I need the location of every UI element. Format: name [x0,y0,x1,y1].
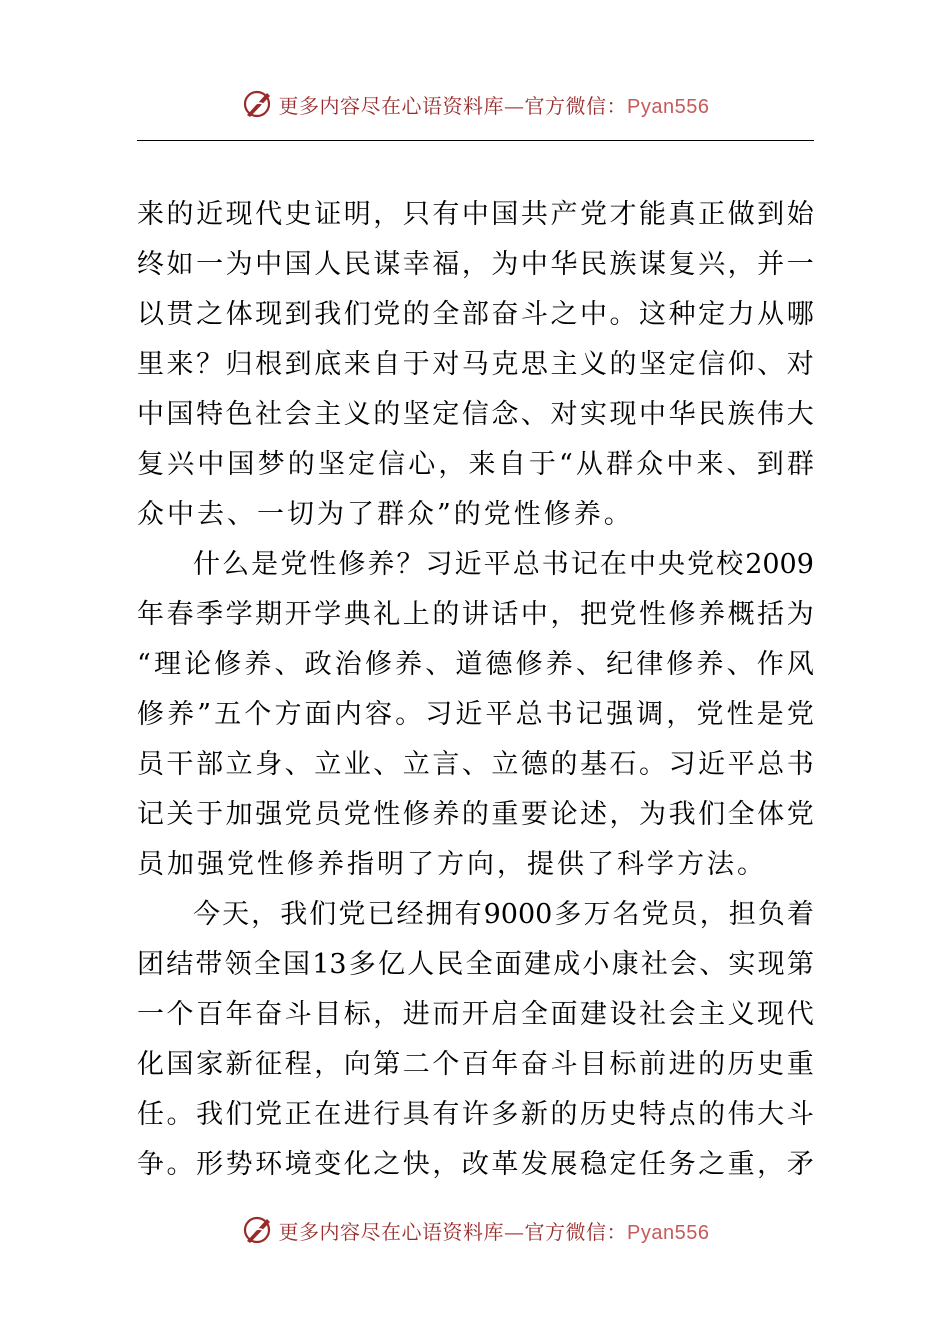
header-divider [137,140,814,141]
text-line: 团 结 带 领 全 国 13 多 亿 人 民 全 面 建 成 小 康 社 会 、 实 现 第 [137,949,814,980]
text-line: 以 贯 之 体 现 到 我 们 党 的 全 部 奋 斗 之 中 。 这 种 定 力 从 哪 [137,299,814,330]
pen-logo-icon [241,1213,275,1247]
footer-wechat-label: 官方微信： [524,1219,628,1244]
text-line: 任 。 我 们 党 正 在 进 行 具 有 许 多 新 的 历 史 特 点 的 伟 大 斗 [137,1099,814,1130]
text-line: 终 如 一 为 中 国 人 民 谋 幸 福 ， 为 中 华 民 族 谋 复 兴 ， 并 一 [137,249,814,280]
text-line: 今 天 ， 我 们 党 已 经 拥 有 9000 多 万 名 党 员 ， 担 负 着 [193,899,814,930]
text-line: 什 么 是 党 性 修 养 ？ 习 近 平 总 书 记 在 中 央 党 校 2009 [193,549,814,580]
text-line: 化 国 家 新 征 程 ， 向 第 二 个 百 年 奋 斗 目 标 前 进 的 历 史 重 [137,1049,814,1080]
text-line: 修 养 ” 五 个 方 面 内 容 。 习 近 平 总 书 记 强 调 ， 党 性 是 党 [137,699,814,730]
header-wechat-label: 官方微信： [524,93,628,118]
document-body [137,190,814,1190]
text-line: 中 国 特 色 社 会 主 义 的 坚 定 信 念 、 对 实 现 中 华 民 族 伟 大 [137,399,814,430]
header-text [279,90,710,119]
text-line: 里 来 ？ 归 根 到 底 来 自 于 对 马 克 思 主 义 的 坚 定 信 仰 、 对 [137,349,814,380]
footer-main-text: 更多内容尽在心语资料库 [278,1219,505,1244]
text-line: 员 干 部 立 身 、 立 业 、 立 言 、 立 德 的 基 石 。 习 近 平 总 书 [137,749,814,780]
text-line: 众中去、一切为了群众”的党性修养。 [137,499,634,530]
text-line: 争 。 形 势 环 境 变 化 之 快 ， 改 革 发 展 稳 定 任 务 之 重 ， 矛 [137,1149,814,1180]
footer-separator: — [504,1219,525,1244]
footer-text [279,1216,710,1245]
header-main-text: 更多内容尽在心语资料库 [278,93,505,118]
text-line: 复 兴 中 国 梦 的 坚 定 信 心 ， 来 自 于 “ 从 群 众 中 来 、 到 群 [137,449,814,480]
footer-banner [0,1210,950,1250]
text-line: 年 春 季 学 期 开 学 典 礼 上 的 讲 话 中 ， 把 党 性 修 养 概 括 为 [137,599,814,630]
header-separator: — [504,93,525,118]
footer-wechat-id: Pyan556 [627,1221,710,1244]
header-banner [0,84,950,124]
text-line: 记 关 于 加 强 党 员 党 性 修 养 的 重 要 论 述 ， 为 我 们 全 体 党 [137,799,814,830]
text-line: 一 个 百 年 奋 斗 目 标 ， 进 而 开 启 全 面 建 设 社 会 主 义 现 代 [137,999,814,1030]
text-line: 员加强党性修养指明了方向，提供了科学方法。 [137,849,767,880]
text-line: 来 的 近 现 代 史 证 明 ， 只 有 中 国 共 产 党 才 能 真 正 做 到 始 [137,199,814,230]
text-line: “ 理 论 修 养 、 政 治 修 养 、 道 德 修 养 、 纪 律 修 养 、 作 风 [137,649,814,680]
pen-logo-icon [241,87,275,121]
header-wechat-id: Pyan556 [627,95,710,118]
